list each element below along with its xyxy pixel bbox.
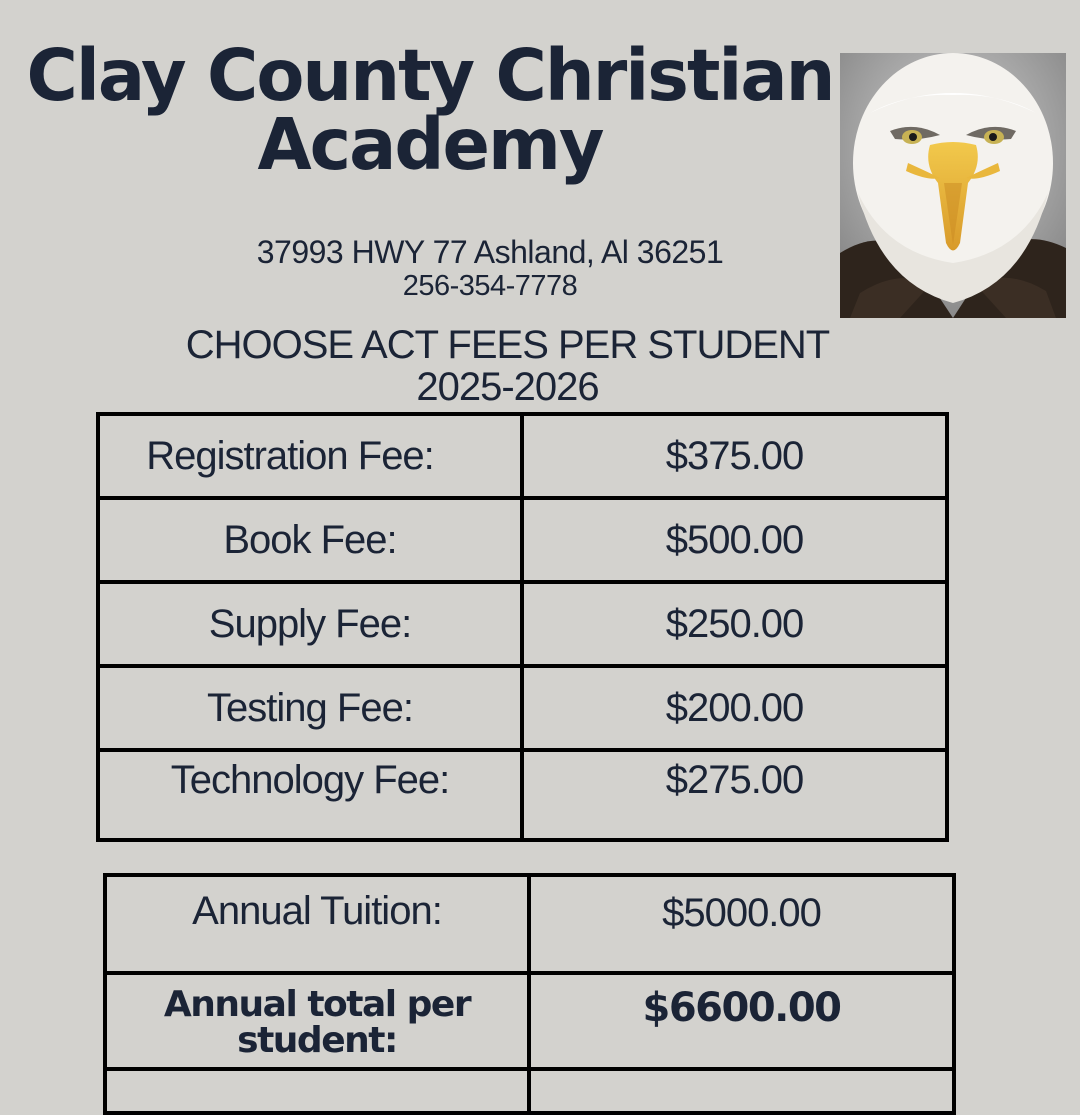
- table-row: [98, 666, 947, 750]
- fee-amount: $250.00: [522, 582, 947, 666]
- total-label: Annual total per student:: [105, 973, 529, 1069]
- school-name-line1: Clay County Christian: [26, 33, 834, 118]
- table-row: [98, 498, 947, 582]
- table-row: [98, 414, 947, 498]
- table-row: [105, 1069, 954, 1113]
- table-row: [105, 973, 954, 1069]
- school-year: 2025-2026: [416, 365, 599, 409]
- fee-label: Supply Fee:: [98, 582, 522, 666]
- school-address: 37993 HWY 77 Ashland, Al 36251: [256, 234, 724, 270]
- fee-label: Technology Fee:: [98, 750, 522, 840]
- fees-heading: CHOOSE ACT FEES PER STUDENT: [185, 323, 830, 367]
- empty-cell: [105, 1069, 529, 1113]
- total-amount: $6600.00: [529, 973, 954, 1069]
- school-name-line2: Academy: [257, 102, 603, 187]
- table-row: [105, 875, 954, 973]
- fee-amount: $200.00: [522, 666, 947, 750]
- tuition-amount: $5000.00: [529, 875, 954, 973]
- fee-amount: $375.00: [522, 414, 947, 498]
- table-row: [98, 582, 947, 666]
- table-row: [98, 750, 947, 840]
- fee-label: Book Fee:: [98, 498, 522, 582]
- school-name: [0, 33, 860, 187]
- empty-cell: [529, 1069, 954, 1113]
- eagle-illustration: [840, 53, 1066, 318]
- school-phone: 256-354-7778: [402, 270, 578, 302]
- fee-label: Testing Fee:: [98, 666, 522, 750]
- bald-eagle-photo: [840, 53, 1066, 318]
- tuition-table: [103, 873, 956, 1115]
- tuition-label: Annual Tuition:: [105, 875, 529, 973]
- fee-amount: $500.00: [522, 498, 947, 582]
- fee-amount: $275.00: [522, 750, 947, 840]
- fee-label: Registration Fee:: [98, 414, 522, 498]
- fees-table: [96, 412, 949, 842]
